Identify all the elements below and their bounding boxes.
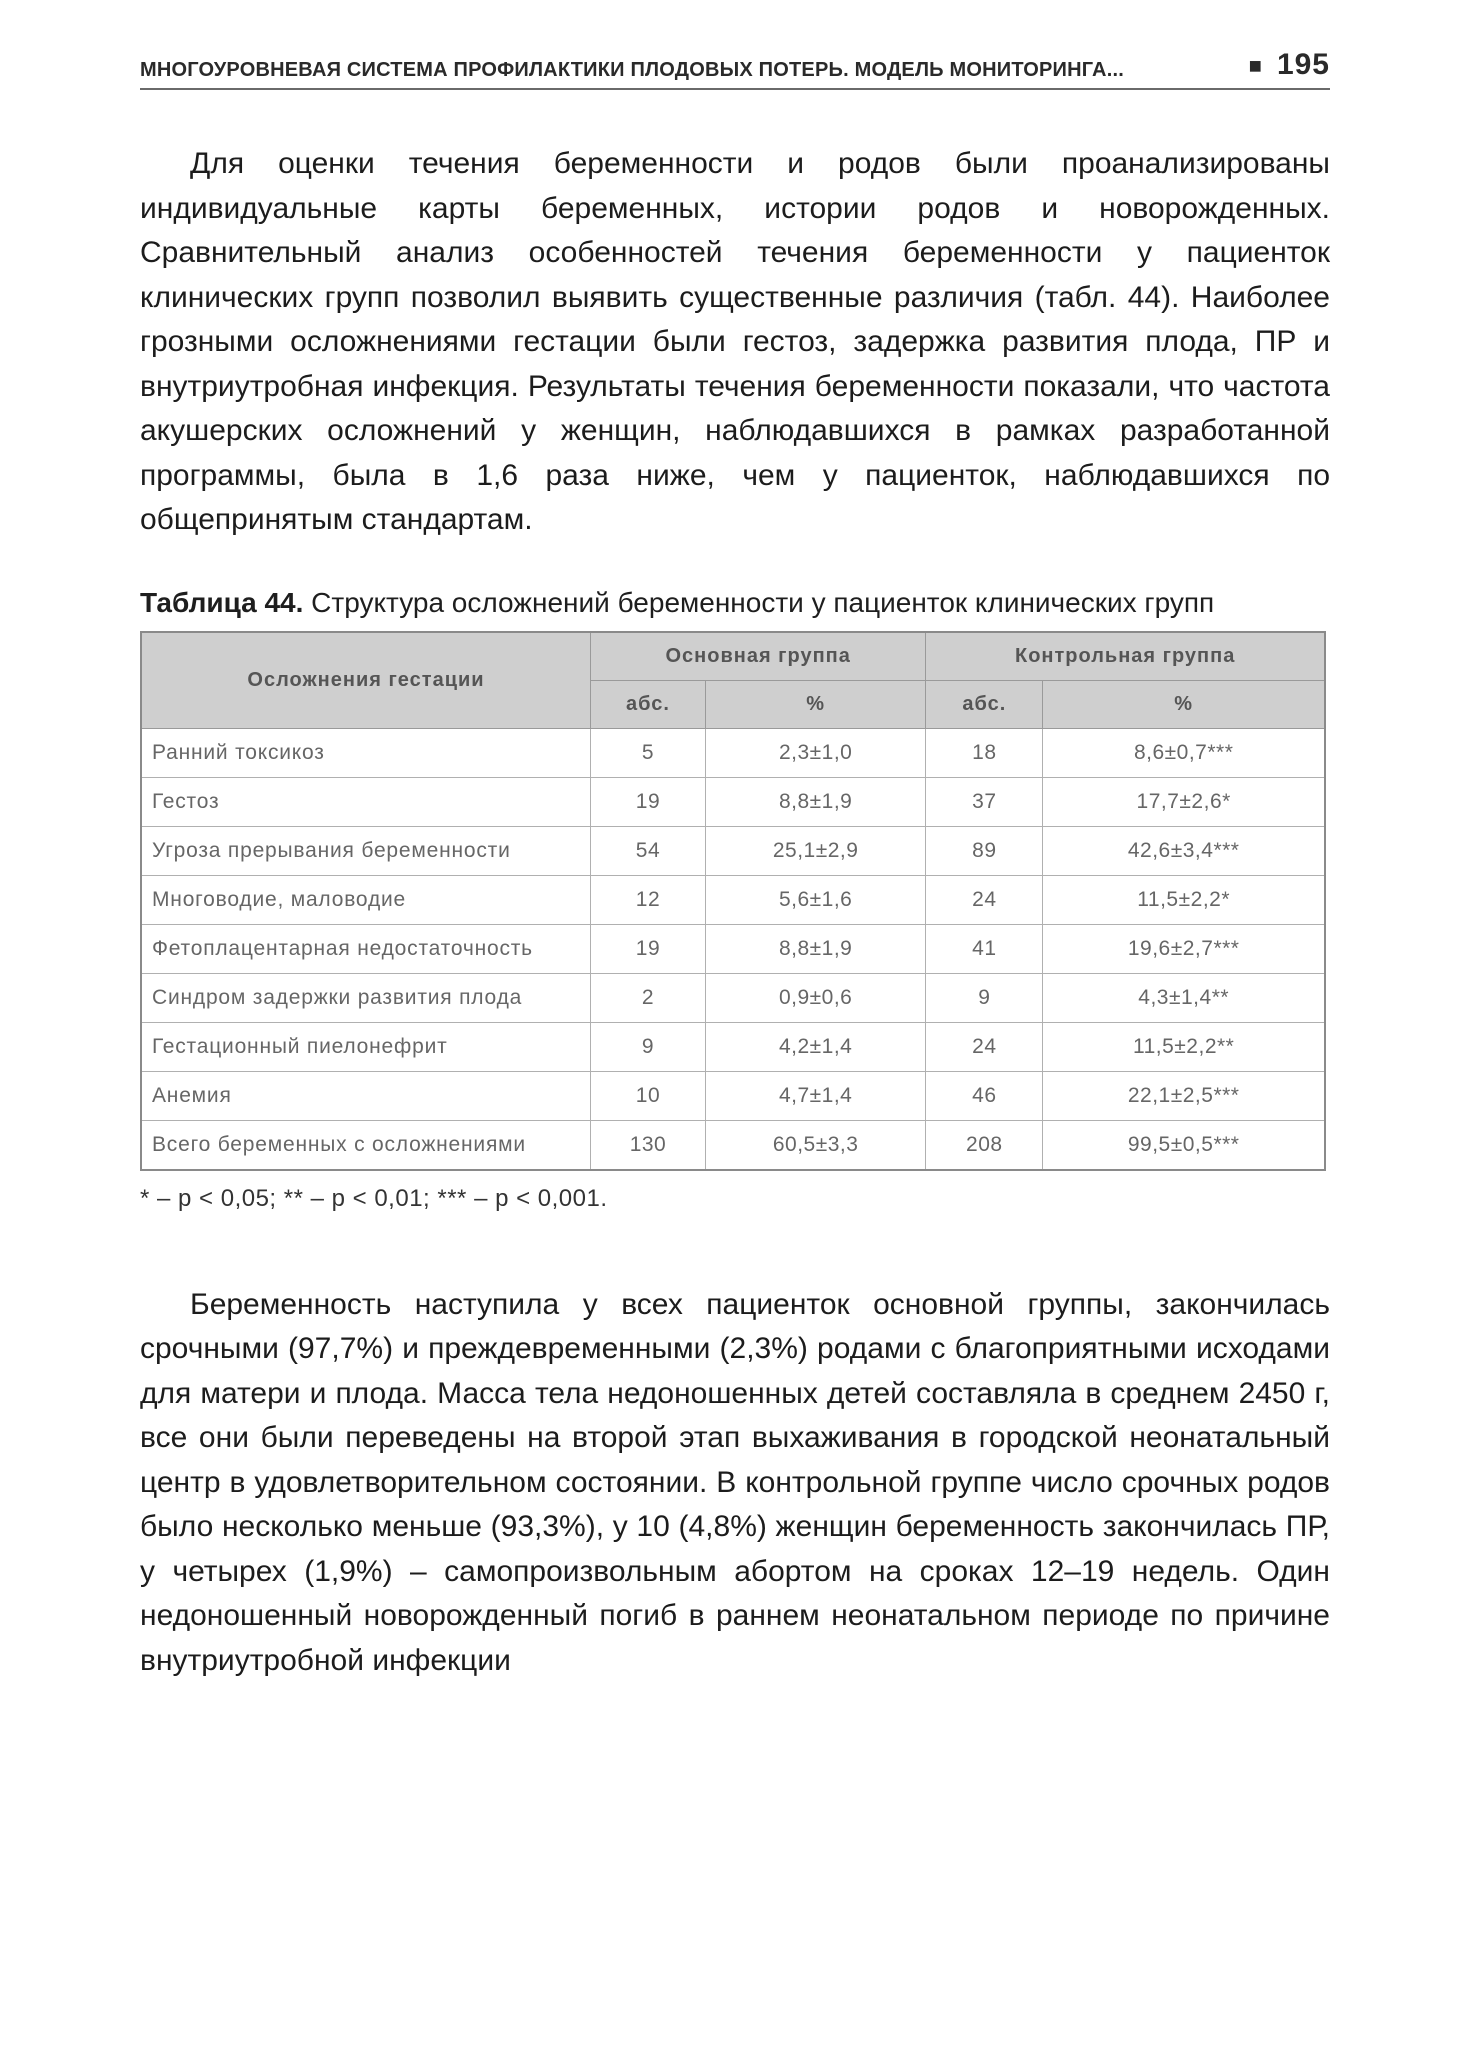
row-ctrl-abs: 24: [926, 875, 1043, 924]
header-ctrl-abs: абс.: [926, 680, 1043, 728]
header-main-abs: абс.: [591, 680, 706, 728]
table-caption: [140, 583, 1330, 623]
row-main-abs: 12: [591, 875, 706, 924]
table-row: [141, 826, 1325, 875]
row-ctrl-abs: 18: [926, 728, 1043, 777]
row-main-abs: 19: [591, 777, 706, 826]
table-row: [141, 973, 1325, 1022]
book-page: [140, 48, 1330, 1683]
row-ctrl-pct: 17,7±2,6*: [1043, 777, 1325, 826]
header-control-group: Контрольная группа: [926, 632, 1325, 681]
header-main-pct: %: [705, 680, 925, 728]
row-ctrl-abs: 9: [926, 973, 1043, 1022]
row-main-abs: 19: [591, 924, 706, 973]
table-footnote: * – p < 0,05; ** – p < 0,01; *** – p < 0,001.: [140, 1184, 608, 1212]
row-ctrl-pct: 11,5±2,2**: [1043, 1022, 1325, 1071]
row-ctrl-pct: 4,3±1,4**: [1043, 973, 1325, 1022]
row-ctrl-abs: 24: [926, 1022, 1043, 1071]
table-row: [141, 728, 1325, 777]
running-head: [140, 48, 1330, 90]
page-number: 195: [1276, 48, 1330, 81]
page-number-block: [1249, 48, 1330, 82]
row-name: Фетоплацентарная недостаточность: [141, 924, 591, 973]
row-main-abs: 2: [591, 973, 706, 1022]
row-main-pct: 8,8±1,9: [705, 924, 925, 973]
row-ctrl-pct: 42,6±3,4***: [1043, 826, 1325, 875]
row-main-pct: 8,8±1,9: [705, 777, 925, 826]
table-row: [141, 924, 1325, 973]
paragraph-outcomes: Беременность наступила у всех пациенток основной группы, закончилась срочными (97,7%) и преждевременными (2,3%) родами с благоприятными исходами для матери и плода. Масса тела недоношенных детей составляла в среднем 2450 г, все они были переведены на второй этап выхаживания в городской неонатальный центр в удовлетворительном состоянии. В контрольной группе число срочных родов было несколько меньше (93,3%), у 10 (4,8%) женщин беременность закончилась ПР, у четырех (1,9%) – самопроизвольным абортом на сроках 12–19 недель. Один недоношенный новорожденный погиб в раннем неонатальном периоде по причине внутриутробной инфекции: [140, 1287, 1330, 1677]
row-main-pct: 0,9±0,6: [705, 973, 925, 1022]
row-ctrl-pct: 8,6±0,7***: [1043, 728, 1325, 777]
row-name: Гестационный пиелонефрит: [141, 1022, 591, 1071]
complications-table: [140, 631, 1326, 1171]
row-ctrl-pct: 99,5±0,5***: [1043, 1120, 1325, 1170]
running-title: МНОГОУРОВНЕВАЯ СИСТЕМА ПРОФИЛАКТИКИ ПЛОДОВЫХ ПОТЕРЬ. МОДЕЛЬ МОНИТОРИНГА...: [140, 59, 1124, 81]
row-name: Угроза прерывания беременности: [141, 826, 591, 875]
row-ctrl-abs: 208: [926, 1120, 1043, 1170]
table-header-row: [141, 632, 1325, 681]
row-ctrl-pct: 22,1±2,5***: [1043, 1071, 1325, 1120]
row-name: Гестоз: [141, 777, 591, 826]
row-main-pct: 2,3±1,0: [705, 728, 925, 777]
row-main-abs: 5: [591, 728, 706, 777]
table-caption-text: Структура осложнений беременности у пациенток клинических групп: [303, 586, 1215, 618]
row-main-abs: 54: [591, 826, 706, 875]
table-row: [141, 777, 1325, 826]
row-name: Многоводие, маловодие: [141, 875, 591, 924]
header-ctrl-pct: %: [1043, 680, 1325, 728]
row-main-abs: 10: [591, 1071, 706, 1120]
header-complication: Осложнения гестации: [141, 632, 591, 729]
row-ctrl-abs: 37: [926, 777, 1043, 826]
row-main-pct: 25,1±2,9: [705, 826, 925, 875]
table-row-total: [141, 1120, 1325, 1170]
row-name: Синдром задержки развития плода: [141, 973, 591, 1022]
header-main-group: Основная группа: [591, 632, 926, 681]
table-row: [141, 1071, 1325, 1120]
table-row: [141, 1022, 1325, 1071]
row-ctrl-abs: 46: [926, 1071, 1043, 1120]
row-name: Всего беременных с осложнениями: [141, 1120, 591, 1170]
paragraph-intro: Для оценки течения беременности и родов были проанализированы индивидуальные карты беременных, истории родов и новорожденных. Сравнительный анализ особенностей течения беременности у пациенток клинических групп позволил выявить существенные различия (табл. 44). Наиболее грозными осложнениями гестации были гестоз, задержка развития плода, ПР и внутриутробная инфекция. Результаты течения беременности показали, что частота акушерских осложнений у женщин, наблюдавшихся в рамках разработанной программы, была в 1,6 раза ниже, чем у пациенток, наблюдавшихся по общепринятым стандартам.: [140, 147, 1330, 536]
row-main-pct: 60,5±3,3: [705, 1120, 925, 1170]
row-main-pct: 4,7±1,4: [705, 1071, 925, 1120]
row-ctrl-pct: 11,5±2,2*: [1043, 875, 1325, 924]
row-main-abs: 130: [591, 1120, 706, 1170]
bullet-icon: ■: [1248, 53, 1263, 79]
row-ctrl-pct: 19,6±2,7***: [1043, 924, 1325, 973]
row-main-abs: 9: [591, 1022, 706, 1071]
row-ctrl-abs: 41: [926, 924, 1043, 973]
row-main-pct: 4,2±1,4: [705, 1022, 925, 1071]
table-caption-label: Таблица 44.: [140, 586, 304, 618]
row-name: Ранний токсикоз: [141, 728, 591, 777]
row-main-pct: 5,6±1,6: [705, 875, 925, 924]
row-name: Анемия: [141, 1071, 591, 1120]
row-ctrl-abs: 89: [926, 826, 1043, 875]
table-row: [141, 875, 1325, 924]
